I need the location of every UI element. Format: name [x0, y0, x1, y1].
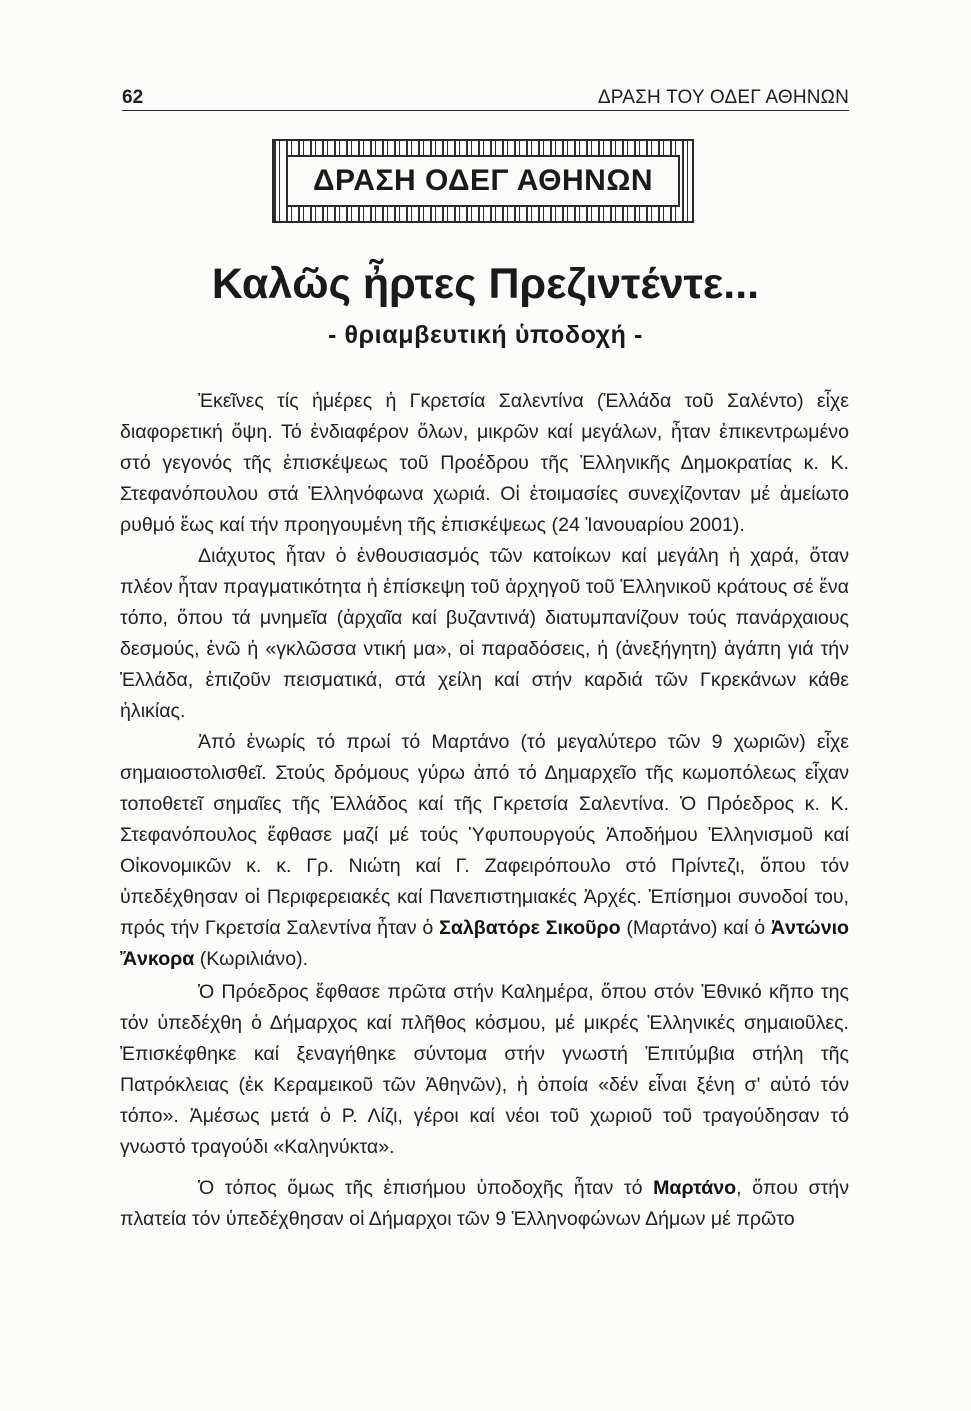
article-subheadline: - θριαμβευτική ὑποδοχή -: [328, 321, 643, 349]
paragraph-5-text-a: Ὁ τόπος ὅμως τῆς ἐπισήμου ὑποδοχῆς ἦταν τό: [198, 1177, 654, 1199]
name-salvatore-sikouro: Σαλβατόρε Σικοῦρο: [439, 917, 621, 939]
paragraph-1: Ἐκεῖνες τίς ἡμέρες ἡ Γκρετσία Σαλεντίνα (Ἑλλάδα τοῦ Σαλέντο) εἶχε διαφορετική ὄψη. Τό ἐνδιαφέρον ὅλων, μικρῶν καί μεγάλων, ἦταν ἐπικεντρωμένο στό γεγονός τῆς ἐπισκέψεως τοῦ Προέδρου τῆς Ἑλληνικῆς Δημοκρατίας κ. Κ. Στεφανόπουλου στά Ἑλληνόφωνα χωριά. Οἱ ἑτοιμασίες συνεχίζονταν μέ ἀμείωτο ρυθμό ἕως καί τήν προηγουμένη τῆς ἐπισκέψεως (24 Ἰανουαρίου 2001).: [120, 390, 849, 536]
paragraph-3-text-c: (Κωριλιάνο).: [194, 948, 309, 970]
article-headline: Καλῶς ἦρτες Πρεζιντέντε...: [211, 260, 760, 308]
paragraph-4: Ὁ Πρόεδρος ἔφθασε πρῶτα στήν Καλημέρα, ὅπου στόν Ἐθνικό κῆπο της τόν ὑπεδέχθη ὁ Δήμαρχος καί πλῆθος κόσμου, μέ μικρές Ἑλληνικές σημαιοῦλες. Ἐπισκέφθηκε καί ξεναγήθηκε σύντομα στήν γνωστή Ἐπιτύμβια στήλη τῆς Πατρόκλειας (ἐκ Κεραμεικοῦ τῶν Ἀθηνῶν), ἡ ὁποία «δέν εἶναι ξένη σ' αὐτό τόν τόπο». Ἀμέσως μετά ὁ Ρ. Λίζι, γέροι καί νέοι τοῦ χωριοῦ τοῦ τραγούδησαν τό γνωστό τραγούδι «Καληνύκτα».: [120, 981, 849, 1158]
article-body: [120, 386, 849, 1235]
section-banner: [272, 139, 694, 223]
paragraph-3-text-a: Ἀπό ἐνωρίς τό πρωί τό Μαρτάνο (τό μεγαλύτερο τῶν 9 χωριῶν) εἶχε σημαιοστολισθεῖ. Στούς δρόμους γύρω ἀπό τό Δημαρχεῖο τῆς κωμοπόλεως εἶχαν τοποθετεῖ σημαῖες τῆς Ἑλλάδος καί τῆς Γκρετσία Σαλεντίνα. Ὁ Πρόεδρος κ. Κ. Στεφανόπουλος ἔφθασε μαζί μέ τούς Ὑφυπουργούς Ἀποδήμου Ἑλληνισμοῦ καί Οἰκονομικῶν κ. κ. Γρ. Νιώτη καί Γ. Ζαφειρόπουλο στό Πρίντεζι, ὅπου τόν ὑπεδέχθησαν οἱ Περιφερειακές καί Πανεπιστημιακές Ἀρχές. Ἐπίσημοι συνοδοί του, πρός τήν Γκρετσία Σαλεντίνα ἦταν ὁ: [120, 731, 849, 939]
paragraph-2: Διάχυτος ἦταν ὁ ἐνθουσιασμός τῶν κατοίκων καί μεγάλη ἡ χαρά, ὅταν πλέον ἦταν πραγματικότητα ἡ ἐπίσκεψη τοῦ ἀρχηγοῦ τοῦ Ἑλληνικοῦ κράτους σέ ἕνα τόπο, ὅπου τά μνημεῖα (ἀρχαῖα καί βυζαντινά) διατυμπανίζουν τούς πανάρχαιους δεσμούς, ἐνῶ ἡ «γκλῶσσα ντική μα», οἱ παραδόσεις, ἡ (ἀνεξήγητη) ἀγάπη γιά τήν Ἑλλάδα, ἐπιζοῦν πεισματικά, στά χείλη καί στήν καρδιά τῶν Γκρεκάνων κάθε ἡλικίας.: [120, 545, 849, 722]
paragraph-5-text-b: , ὅπου στήν πλατεία τόν ὑπεδέχθησαν οἱ Δήμαρχοι τῶν 9 Ἑλληνοφώνων Δήμων μέ πρῶτο: [120, 1177, 849, 1230]
page-number: 62: [122, 87, 144, 108]
place-martano: Μαρτάνο: [653, 1177, 737, 1199]
name-antonio-ankora: Ἀντώνιο Ἄνκορα: [120, 917, 849, 970]
paragraph-3: [120, 727, 849, 975]
paragraph-5: [120, 1173, 849, 1235]
section-banner-title: ΔΡΑΣΗ ΟΔΕΓ ΑΘΗΝΩΝ: [312, 164, 654, 197]
running-header: [122, 86, 849, 111]
section-banner-frame: [286, 155, 680, 207]
running-title: ΔΡΑΣΗ ΤΟΥ ΟΔΕΓ ΑΘΗΝΩΝ: [597, 87, 849, 108]
paragraph-3-text-b: (Μαρτάνο) καί ὁ: [620, 917, 771, 939]
